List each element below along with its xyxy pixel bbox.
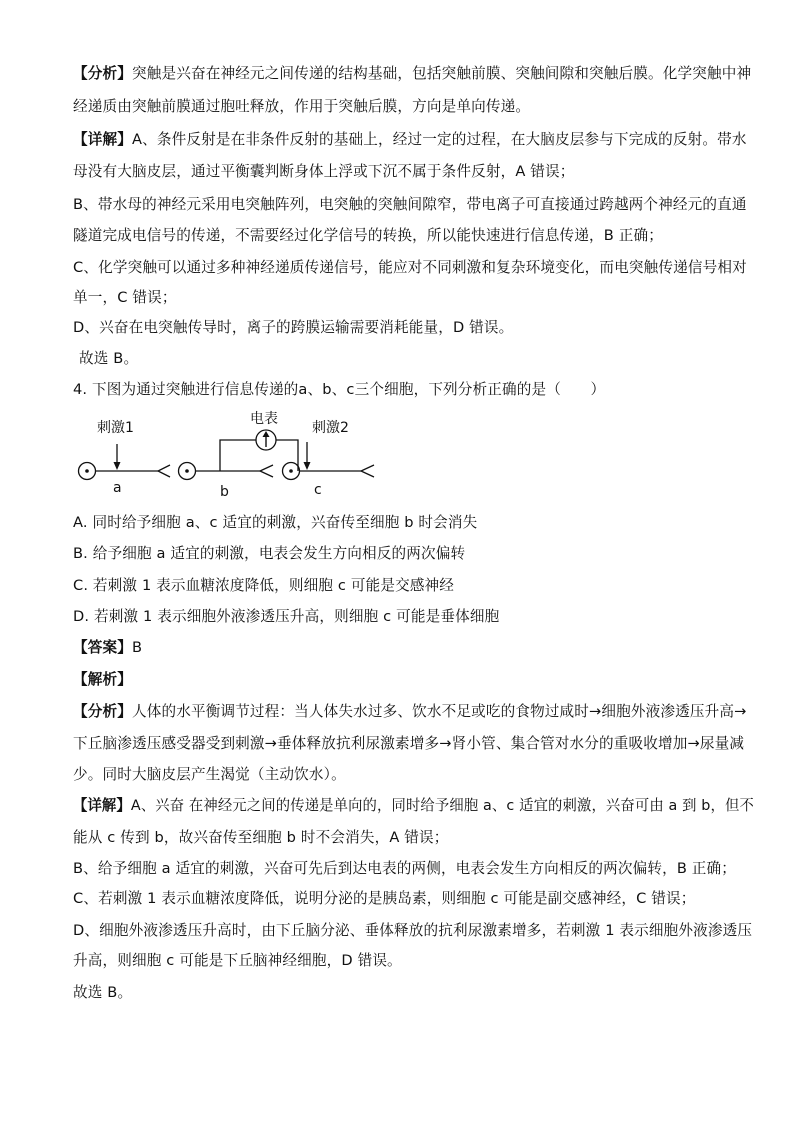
q4-detail-a-line-1: 【详解】A、兴奋 在神经元之间的传递是单向的，同时给予细胞 a、c 适宜的刺激，兴奋可由 a 到 b，但不 [73,797,754,814]
q4-option-a: A. 同时给予细胞 a、c 适宜的刺激，兴奋传至细胞 b 时会消失 [73,514,478,531]
q4-option-c: C. 若刺激 1 表示血糖浓度降低，则细胞 c 可能是交感神经 [73,577,455,594]
q4-option-b: B. 给予细胞 a 适宜的刺激，电表会发生方向相反的两次偏转 [73,545,466,562]
q4-analysis-line-3: 少。同时大脑皮层产生渴觉（主动饮水）。 [73,766,346,783]
meter-wire [220,440,256,471]
p3-detail-a-line-2: 母没有大脑皮层，通过平衡囊判断身体上浮或下沉不属于条件反射，A 错误； [73,163,575,180]
q4-detail-c-line-1: C、若刺激 1 表示血糖浓度降低，说明分泌的是胰岛素，则细胞 c 可能是副交感神经，C 错误； [73,890,696,907]
cell-a-label: a [113,480,122,496]
p3-detail-b-line-1: B、帯水母的神经元采用电突触阵列，电突触的突触间隙窄，带电离子可直接通过跨越两个神经元的直通 [73,196,747,213]
p3-choose: 故选 B。 [79,350,139,367]
cell-b-label: b [220,484,229,500]
p3-detail-a-line-1: 【详解】A、条件反射是在非条件反射的基础上，经过一定的过程，在大脑皮层参与下完成的反射。帯水 [73,131,747,148]
cell-b-axon-terminal [260,465,273,477]
q4-stem: 4. 下图为通过突触进行信息传递的a、b、c三个细胞，下列分析正确的是（ ） [73,381,606,398]
q4-neuron-figure [70,408,390,500]
q4-analysis-line-1: 【分析】人体的水平衡调节过程：当人体失水过多、饮水不足或吃的食物过咸时→细胞外液渗透压升高→ [73,703,747,720]
q4-explain-heading: 【解析】 [73,671,132,688]
cell-c-label: c [314,482,322,498]
p3-analysis-line-1: 【分析】突触是兴奋在神经元之间传递的结构基础，包括突触前膜、突触间隙和突触后膜。化学突触中神 [73,65,752,82]
cell-c-axon-terminal [361,465,374,477]
meter-label: 电表 [250,411,278,427]
q4-choose: 故选 B。 [73,984,133,1001]
q4-answer: 【答案】B [73,639,143,656]
q4-detail-d-line-1: D、细胞外液渗透压升高时，由下丘脑分泌、垂体释放的抗利尿激素增多，若刺激 1 表示细胞外液渗透压 [73,922,753,939]
cell-a-axon-terminal [158,465,170,477]
q4-option-d: D. 若刺激 1 表示细胞外液渗透压升高，则细胞 c 可能是垂体细胞 [73,608,500,625]
p3-detail-c-line-2: 单一，C 错误； [73,289,177,306]
q4-detail-d-line-2: 升高，则细胞 c 可能是下丘脑神经细胞，D 错误。 [73,952,402,969]
p3-detail-c-line-1: C、化学突触可以通过多种神经递质传递信号，能应对不同刺激和复杂环境变化，而电突触传递信号相对 [73,259,747,276]
stim1-label: 刺激1 [97,420,134,436]
q4-detail-b-line-1: B、给予细胞 a 适宜的刺激，兴奋可先后到达电表的两侧，电表会发生方向相反的两次偏转，B 正确； [73,860,737,877]
stim2-label: 刺激2 [312,420,349,436]
q4-analysis-line-2: 下丘脑渗透压感受器受到刺激→垂体释放抗利尿激素增多→肾小管、集合管对水分的重吸收增加→尿量减 [73,735,745,752]
p3-detail-d-line-1: D、兴奋在电突触传导时，离子的跨膜运输需要消耗能量，D 错误。 [73,319,514,336]
p3-analysis-line-2: 经递质由突触前膜通过胞吐释放，作用于突触后膜，方向是单向传递。 [73,98,531,115]
q4-detail-a-line-2: 能从 c 传到 b，故兴奋传至细胞 b 时不会消失，A 错误； [73,829,449,846]
p3-detail-b-line-2: 隧道完成电信号的传递，不需要经过化学信号的转换，所以能快速进行信息传递，B 正确； [73,227,663,244]
